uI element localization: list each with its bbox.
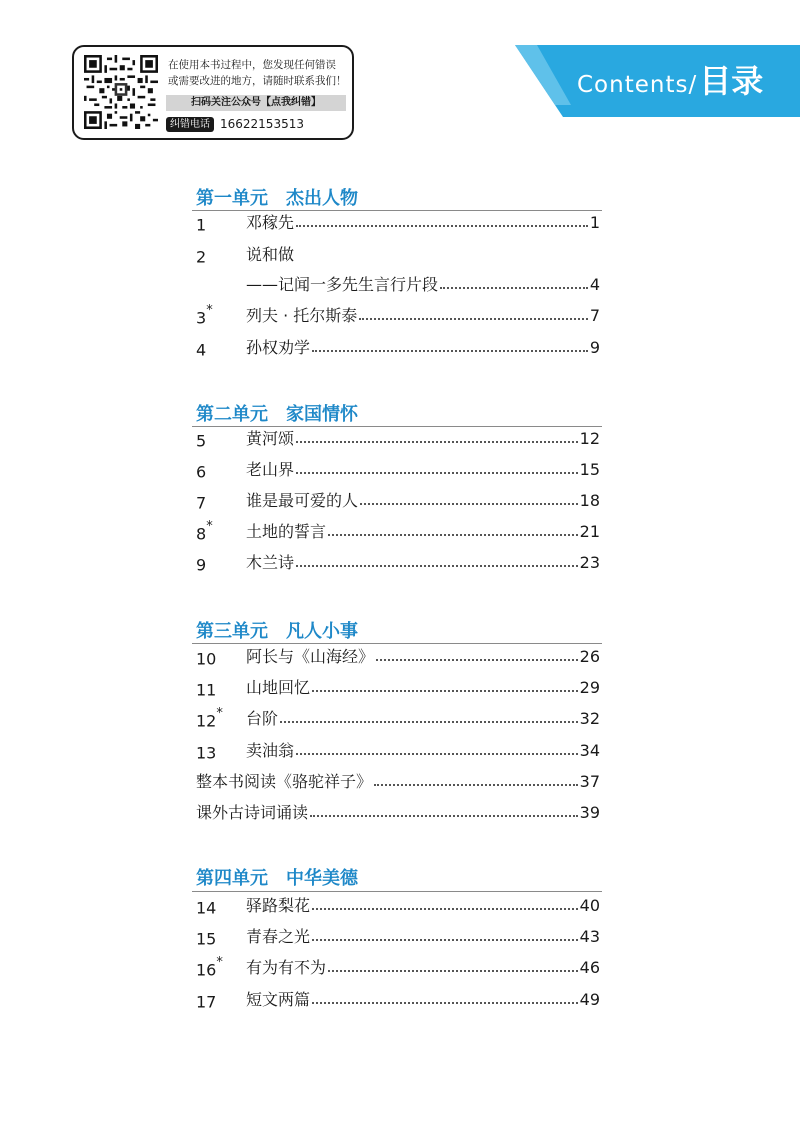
unit-title: 第三单元 凡人小事 <box>196 621 358 642</box>
toc-entry[interactable] <box>196 644 600 670</box>
entry-title: 整本书阅读《骆驼祥子》 <box>196 772 373 791</box>
feedback-box <box>72 45 354 140</box>
feedback-line-1: 在使用本书过程中，您发现任何错误 <box>168 59 336 71</box>
feedback-message <box>168 57 348 89</box>
leader-dots <box>296 753 578 755</box>
leader-dots <box>296 441 578 443</box>
leader-dots <box>312 690 578 692</box>
entry-page: 7 <box>589 306 600 325</box>
toc-entry[interactable] <box>196 272 600 298</box>
entry-page: 21 <box>579 522 600 541</box>
entry-number: 6 <box>196 462 207 482</box>
entry-title: 列夫 · 托尔斯泰 <box>246 306 358 325</box>
entry-page: 23 <box>579 553 600 572</box>
entry-title: 孙权劝学 <box>246 338 311 357</box>
toc-entry[interactable] <box>196 738 600 764</box>
entry-number: 13 <box>196 743 217 763</box>
toc-entry[interactable] <box>196 987 600 1013</box>
entry-page: 12 <box>579 429 600 448</box>
contents-en: Contents/ <box>577 72 698 98</box>
toc-entry[interactable] <box>196 550 600 576</box>
entry-subtitle: ——记闻一多先生言行片段 <box>246 275 439 294</box>
leader-dots <box>440 287 588 289</box>
entry-title: 台阶 <box>246 709 279 728</box>
entry-number: 8* <box>196 518 213 544</box>
entry-page: 26 <box>579 647 600 666</box>
unit-divider <box>192 891 602 892</box>
entry-page: 32 <box>579 709 600 728</box>
leader-dots <box>374 784 578 786</box>
entry-number: 1 <box>196 215 207 235</box>
contents-cn: 目录 <box>699 62 764 100</box>
leader-dots <box>310 815 578 817</box>
entry-page: 18 <box>579 491 600 510</box>
entry-title: 课外古诗词诵读 <box>196 803 309 822</box>
toc-entry[interactable] <box>196 675 600 701</box>
entry-title: 卖油翁 <box>246 741 295 760</box>
entry-title: 谁是最可爱的人 <box>246 491 359 510</box>
entry-title: 木兰诗 <box>246 553 295 572</box>
entry-page: 49 <box>579 990 600 1009</box>
entry-number: 16* <box>196 954 223 980</box>
entry-page: 46 <box>579 958 600 977</box>
scan-bar: 扫码关注公众号【点我纠错】 <box>166 95 346 111</box>
entry-page: 34 <box>579 741 600 760</box>
leader-dots <box>312 1002 578 1004</box>
entry-page: 4 <box>589 275 600 294</box>
entry-title: 山地回忆 <box>246 678 311 697</box>
entry-number: 15 <box>196 929 217 949</box>
entry-page: 1 <box>589 213 600 232</box>
feedback-phone <box>166 116 304 132</box>
entry-title: 阿长与《山海经》 <box>246 647 375 666</box>
toc-entry[interactable] <box>196 457 600 483</box>
toc-entry[interactable] <box>196 335 600 361</box>
entry-page: 9 <box>589 338 600 357</box>
unit-title: 第四单元 中华美德 <box>196 868 358 889</box>
leader-dots <box>328 534 578 536</box>
entry-title: 有为有不为 <box>246 958 327 977</box>
entry-number: 4 <box>196 340 207 360</box>
entry-number: 7 <box>196 493 207 513</box>
leader-dots <box>312 939 578 941</box>
qr-code-icon[interactable] <box>84 55 158 129</box>
entry-page: 29 <box>579 678 600 697</box>
entry-page: 15 <box>579 460 600 479</box>
entry-number: 12* <box>196 705 223 731</box>
toc-entry[interactable] <box>196 242 600 268</box>
entry-title: 驿路梨花 <box>246 896 311 915</box>
entry-number: 9 <box>196 555 207 575</box>
leader-dots <box>296 472 578 474</box>
toc-entry[interactable] <box>196 210 600 236</box>
phone-tag: 纠错电话 <box>166 117 214 132</box>
contents-heading <box>577 56 763 102</box>
leader-dots <box>296 565 578 567</box>
feedback-line-2: 或需要改进的地方，请随时联系我们！ <box>168 75 347 87</box>
leader-dots <box>312 350 588 352</box>
entry-number: 10 <box>196 649 217 669</box>
leader-dots <box>328 970 578 972</box>
leader-dots <box>359 318 588 320</box>
entry-title: 短文两篇 <box>246 990 311 1009</box>
entry-number: 5 <box>196 431 207 451</box>
toc-entry[interactable] <box>196 769 600 795</box>
unit-title: 第一单元 杰出人物 <box>196 188 358 209</box>
entry-number: 14 <box>196 898 217 918</box>
entry-title: 黄河颂 <box>246 429 295 448</box>
leader-dots <box>296 225 588 227</box>
entry-page: 43 <box>579 927 600 946</box>
unit-title: 第二单元 家国情怀 <box>196 404 358 425</box>
leader-dots <box>312 908 578 910</box>
entry-number: 11 <box>196 680 217 700</box>
toc-entry[interactable] <box>196 303 600 329</box>
entry-title: 青春之光 <box>246 927 311 946</box>
toc-entry[interactable] <box>196 488 600 514</box>
entry-title: 邓稼先 <box>246 213 295 232</box>
leader-dots <box>360 503 578 505</box>
entry-number: 3* <box>196 302 213 328</box>
leader-dots <box>280 721 578 723</box>
entry-title: 土地的誓言 <box>246 522 327 541</box>
toc-entry[interactable] <box>196 426 600 452</box>
entry-title: 说和做 <box>246 245 295 264</box>
phone-number: 16622153513 <box>220 117 304 131</box>
entry-page: 37 <box>579 772 600 791</box>
toc-entry[interactable] <box>196 924 600 950</box>
entry-title: 老山界 <box>246 460 295 479</box>
toc-entry[interactable] <box>196 800 600 826</box>
entry-number: 2 <box>196 247 207 267</box>
toc-entry[interactable] <box>196 706 600 732</box>
toc-entry[interactable] <box>196 955 600 981</box>
toc-entry[interactable] <box>196 519 600 545</box>
leader-dots <box>376 659 578 661</box>
entry-number: 17 <box>196 992 217 1012</box>
entry-page: 40 <box>579 896 600 915</box>
toc-entry[interactable] <box>196 893 600 919</box>
entry-page: 39 <box>579 803 600 822</box>
